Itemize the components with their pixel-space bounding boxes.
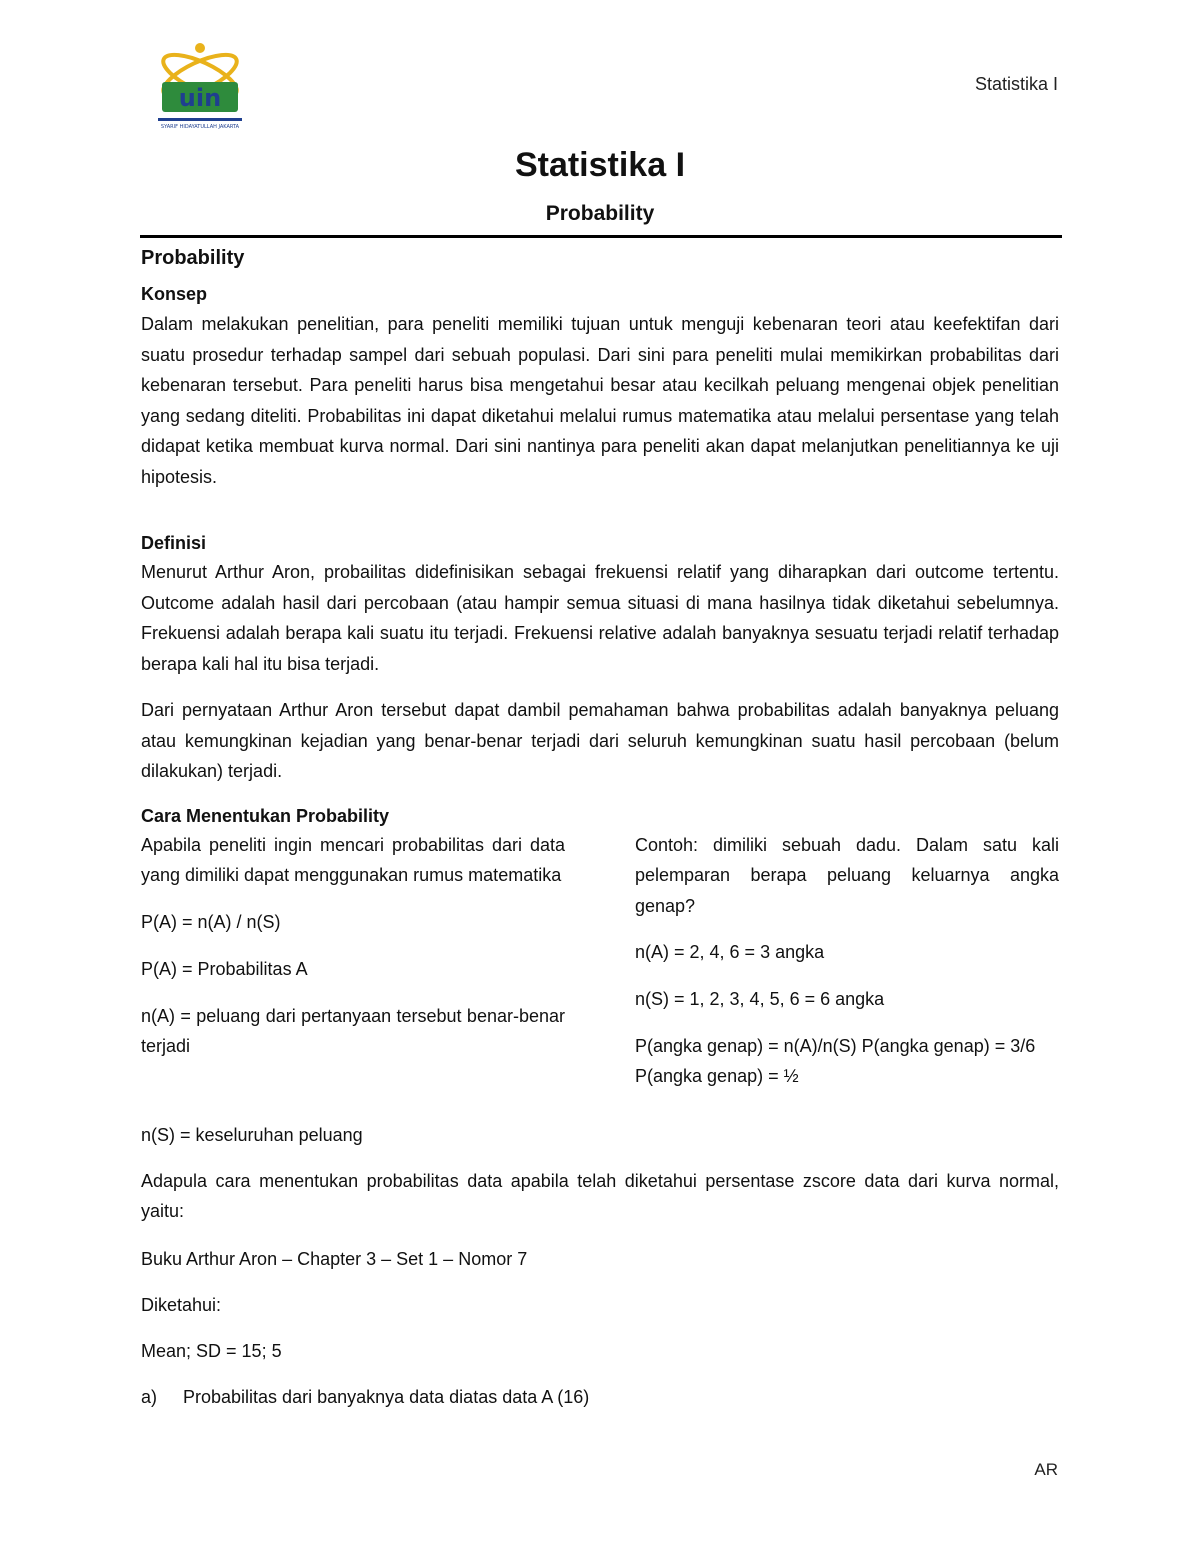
- page-title: Statistika I: [514, 146, 686, 184]
- page-subtitle: Probability: [545, 202, 655, 225]
- diketahui-label: Diketahui:: [141, 1294, 222, 1315]
- left-column: [141, 830, 565, 1062]
- cara-heading: Cara Menentukan Probability: [141, 805, 390, 826]
- book-reference: Buku Arthur Aron – Chapter 3 – Set 1 – Nomor 7: [141, 1248, 528, 1269]
- example-p1: P(angka genap) = n(A)/n(S) P(angka genap) = 3/6: [635, 1036, 1036, 1056]
- example-intro: Contoh: dimiliki sebuah dadu. Dalam satu kali pelemparan berapa peluang keluarnya angka genap?: [635, 834, 1059, 916]
- mean-sd-line: Mean; SD = 15; 5: [141, 1340, 282, 1361]
- logo-caption: SYARIF HIDAYATULLAH JAKARTA: [160, 124, 240, 130]
- section-heading: Probability: [141, 247, 245, 269]
- adapula-paragraph: Adapula cara menentukan probabilitas data apabila telah diketahui persentase zscore data dari kurva normal, yaitu:: [141, 1170, 1059, 1221]
- example-na: n(A) = 2, 4, 6 = 3 angka: [635, 942, 825, 962]
- two-column-block: [141, 830, 1059, 1100]
- example-p2: P(angka genap) = ½: [635, 1066, 799, 1086]
- definisi-paragraph-1: Menurut Arthur Aron, probailitas didefinisikan sebagai frekuensi relatif yang diharapkan dari outcome tertentu. Outcome adalah hasil dari percobaan (atau hampir semua situasi di mana hasilnya tidak diketahui sebelumnya. Frekuensi adalah berapa kali suatu itu terjadi. Frekuensi relative adalah banyaknya sesuatu terjadi relatif terhadap berapa kali hal itu bisa terjadi.: [141, 562, 1059, 674]
- definisi-heading: Definisi: [141, 533, 207, 553]
- list-marker-a: a): [141, 1386, 158, 1407]
- formula-intro: Apabila peneliti ingin mencari probabilitas dari data yang dimiliki dapat menggunakan rumus matematika: [141, 834, 565, 885]
- right-column: [635, 830, 1059, 1092]
- footer-initials: AR: [1034, 1460, 1058, 1479]
- uin-logo: [152, 36, 248, 132]
- definisi-paragraph-2: Dari pernyataan Arthur Aron tersebut dapat dambil pemahaman bahwa probabilitas adalah banyaknya peluang atau kemungkinan kejadian yang benar-benar terjadi dari seluruh kemungkinan suatu hasil percobaan (belum dilakukan) terjadi.: [141, 700, 1059, 781]
- title-divider: [140, 235, 1062, 238]
- example-ns: n(S) = 1, 2, 3, 4, 5, 6 = 6 angka: [635, 989, 885, 1009]
- logo-wordmark: uin: [178, 84, 222, 112]
- running-header: Statistika I: [974, 74, 1058, 94]
- list-item-a: [141, 1382, 1059, 1412]
- document-body: [141, 244, 1059, 1412]
- formula-main: P(A) = n(A) / n(S): [141, 911, 281, 932]
- formula-ns: n(S) = keseluruhan peluang: [141, 1124, 363, 1145]
- formula-pa: P(A) = Probabilitas A: [141, 958, 308, 979]
- konsep-paragraph: Dalam melakukan penelitian, para peneliti memiliki tujuan untuk menguji kebenaran teori atau keefektifan dari suatu prosedur terhadap sampel dari sebuah populasi. Dari sini para peneliti mulai memikirkan probabilitas dari kebenaran tersebut. Para peneliti harus bisa mengetahui besar atau kecilkah peluang mengenai objek penelitian yang sedang diteliti. Probabilitas ini dapat diketahui melalui rumus matematika atau melalui persentase yang telah didapat ketika membuat kurva normal. Dari sini nantinya para peneliti akan dapat melanjutkan penelitiannya ke uji hipotesis.: [141, 314, 1059, 487]
- formula-na: n(A) = peluang dari pertanyaan tersebut benar-benar terjadi: [141, 1005, 565, 1056]
- konsep-heading: Konsep: [141, 284, 208, 304]
- list-text-a: Probabilitas dari banyaknya data diatas data A (16): [183, 1386, 590, 1407]
